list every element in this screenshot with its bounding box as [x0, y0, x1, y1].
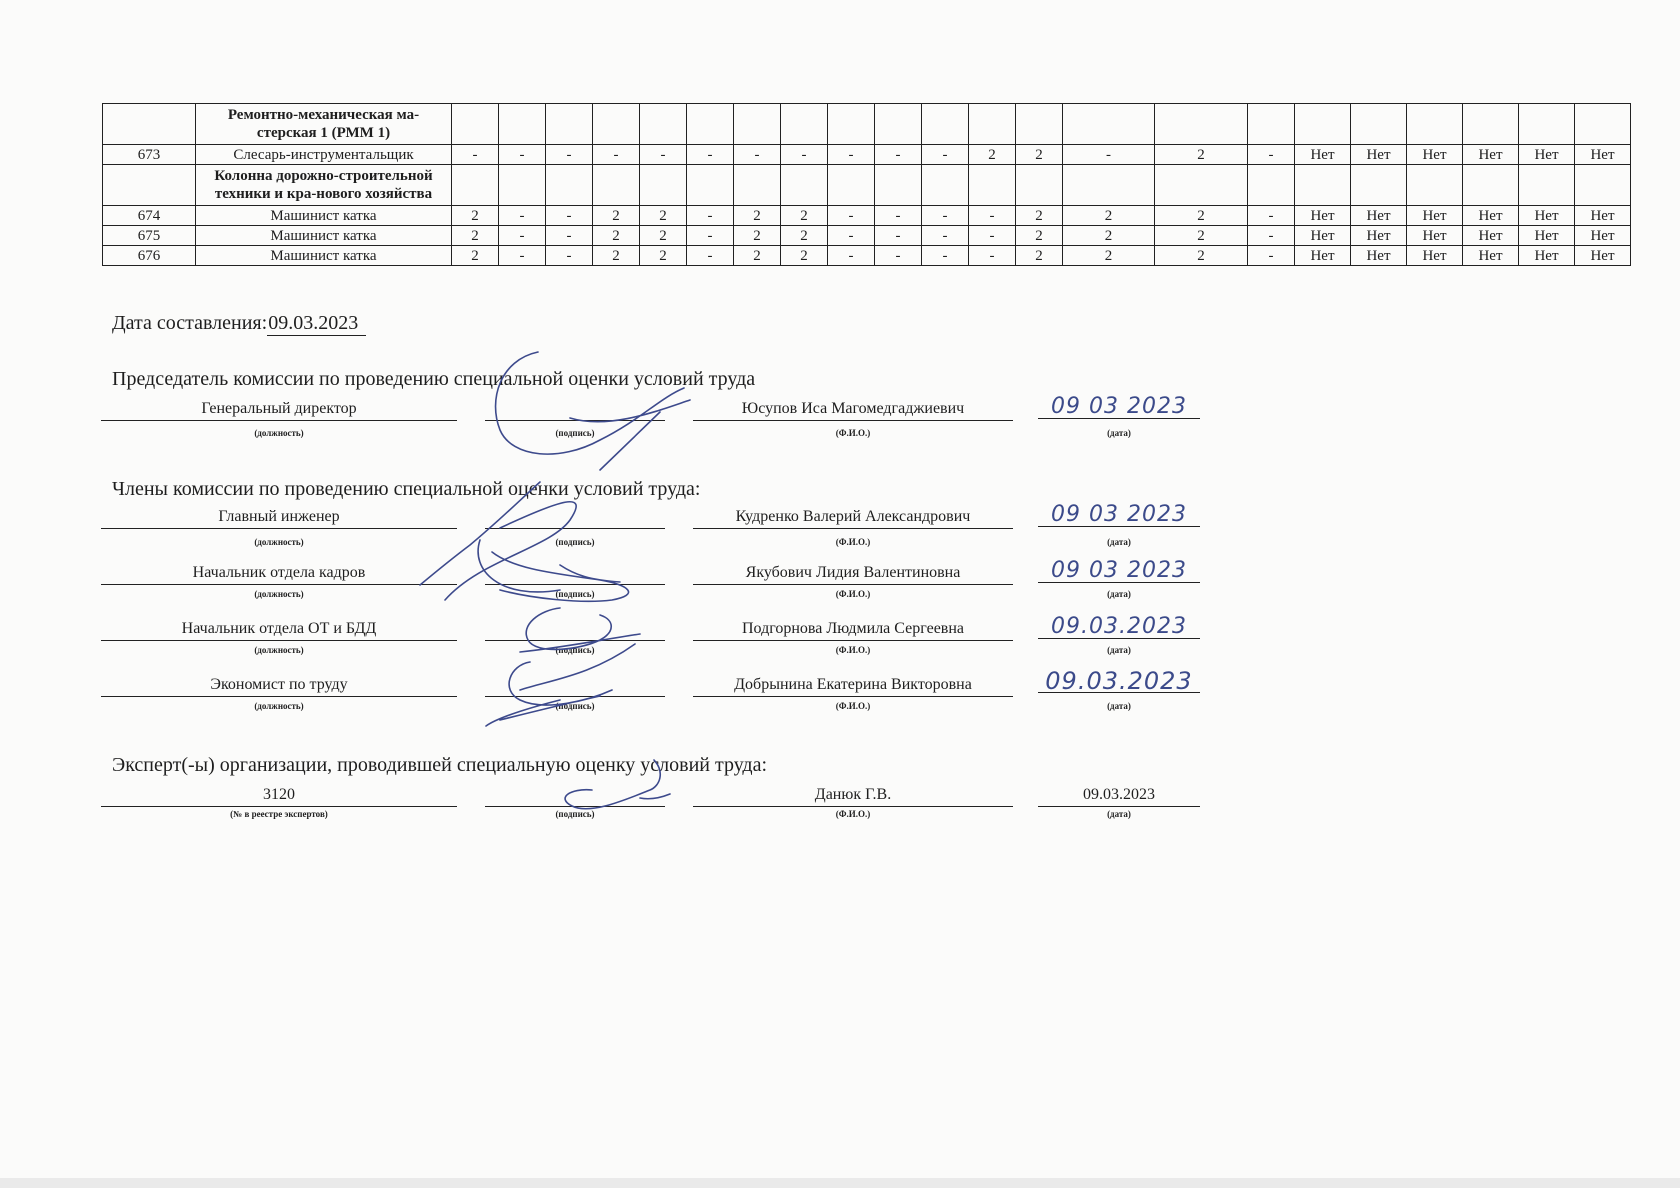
flag-cell: Нет	[1519, 206, 1575, 226]
class-value-cell: -	[922, 246, 969, 266]
member-2-date: 09 03 2023	[1038, 560, 1200, 583]
flag-cell: Нет	[1463, 145, 1519, 165]
class-value-cell: -	[687, 145, 734, 165]
empty-cell	[1519, 165, 1575, 206]
empty-cell	[969, 165, 1016, 206]
class-value-cell: 2	[593, 226, 640, 246]
empty-cell	[734, 104, 781, 145]
class-value-cell: -	[1063, 145, 1155, 165]
empty-cell	[1016, 104, 1063, 145]
chairman-position: Генеральный директор	[101, 398, 457, 421]
class-value-cell: 2	[452, 246, 499, 266]
class-value-cell: 2	[1016, 145, 1063, 165]
empty-cell	[1295, 104, 1351, 145]
class-value-cell: -	[687, 246, 734, 266]
member-4-name-caption: (Ф.И.О.)	[835, 701, 871, 711]
department-row	[103, 104, 1631, 145]
department-name: Ремонтно-механическая ма-стерская 1 (РММ 1)	[196, 104, 452, 145]
member-1-name: Кудренко Валерий Александрович	[693, 506, 1013, 529]
member-4-signature-caption: (подпись)	[555, 701, 595, 711]
class-value-cell: -	[922, 226, 969, 246]
table-row	[103, 206, 1631, 226]
class-value-cell: 2	[640, 226, 687, 246]
empty-cell	[1248, 165, 1295, 206]
flag-cell: Нет	[1351, 206, 1407, 226]
empty-cell	[1351, 104, 1407, 145]
flag-cell: Нет	[1295, 226, 1351, 246]
class-value-cell: -	[875, 206, 922, 226]
class-value-cell: 2	[1016, 246, 1063, 266]
class-value-cell: -	[546, 246, 593, 266]
empty-cell	[593, 165, 640, 206]
member-1-date: 09 03 2023	[1038, 504, 1200, 527]
class-value-cell: 2	[593, 246, 640, 266]
compilation-date	[112, 312, 366, 336]
class-value-cell: 2	[1063, 206, 1155, 226]
empty-cell	[687, 104, 734, 145]
empty-cell	[828, 165, 875, 206]
flag-cell: Нет	[1575, 246, 1631, 266]
flag-cell: Нет	[1463, 226, 1519, 246]
class-value-cell: -	[499, 226, 546, 246]
member-4-name: Добрынина Екатерина Викторовна	[693, 674, 1013, 697]
class-value-cell: 2	[1155, 246, 1248, 266]
class-value-cell: -	[593, 145, 640, 165]
class-value-cell: -	[922, 145, 969, 165]
class-value-cell: 2	[640, 246, 687, 266]
chairman-signature-line	[485, 398, 665, 421]
class-value-cell: 2	[1063, 246, 1155, 266]
member-2-signature-caption: (подпись)	[555, 589, 595, 599]
flag-cell: Нет	[1407, 206, 1463, 226]
flag-cell: Нет	[1351, 226, 1407, 246]
member-4-position-caption: (должность)	[254, 701, 304, 711]
empty-cell	[546, 165, 593, 206]
member-4-date-caption: (дата)	[1107, 701, 1131, 711]
expert-section-title: Эксперт(-ы) организации, проводившей специальную оценку условий труда:	[112, 754, 768, 776]
row-number-cell	[103, 104, 196, 145]
class-value-cell: -	[687, 226, 734, 246]
position-cell: Машинист катка	[196, 206, 452, 226]
row-number-cell: 674	[103, 206, 196, 226]
member-3-position: Начальник отдела ОТ и БДД	[101, 618, 457, 641]
position-cell: Машинист катка	[196, 226, 452, 246]
class-value-cell: 2	[734, 226, 781, 246]
expert-registry-caption: (№ в реестре экспертов)	[230, 809, 328, 819]
class-value-cell: -	[828, 246, 875, 266]
class-value-cell: 2	[969, 145, 1016, 165]
empty-cell	[499, 165, 546, 206]
empty-cell	[875, 165, 922, 206]
class-value-cell: -	[969, 206, 1016, 226]
member-3-position-caption: (должность)	[254, 645, 304, 655]
class-value-cell: 2	[1155, 145, 1248, 165]
class-value-cell: 2	[1063, 226, 1155, 246]
member-2-date-caption: (дата)	[1107, 589, 1131, 599]
flag-cell: Нет	[1575, 206, 1631, 226]
table-row	[103, 246, 1631, 266]
class-value-cell: 2	[452, 226, 499, 246]
class-value-cell: -	[499, 206, 546, 226]
class-value-cell: 2	[593, 206, 640, 226]
member-4-signature-line	[485, 674, 665, 697]
chairman-section-title: Председатель комиссии по проведению специальной оценки условий труда	[112, 368, 756, 390]
member-4-position: Экономист по труду	[101, 674, 457, 697]
class-value-cell: -	[828, 226, 875, 246]
member-3-signature-caption: (подпись)	[555, 645, 595, 655]
flag-cell: Нет	[1519, 226, 1575, 246]
member-1-signature-caption: (подпись)	[555, 537, 595, 547]
member-1-position: Главный инженер	[101, 506, 457, 529]
empty-cell	[828, 104, 875, 145]
empty-cell	[875, 104, 922, 145]
class-value-cell: -	[546, 206, 593, 226]
chairman-position-caption: (должность)	[254, 428, 304, 438]
sout-results-table	[102, 103, 1631, 266]
class-value-cell: -	[1248, 206, 1295, 226]
empty-cell	[781, 165, 828, 206]
class-value-cell: 2	[640, 206, 687, 226]
position-cell: Слесарь-инструментальщик	[196, 145, 452, 165]
table-row	[103, 226, 1631, 246]
class-value-cell: 2	[781, 206, 828, 226]
empty-cell	[640, 104, 687, 145]
members-section-title: Члены комиссии по проведению специальной оценки условий труда:	[112, 478, 701, 500]
flag-cell: Нет	[1295, 206, 1351, 226]
member-4-date: 09.03.2023	[1038, 670, 1200, 693]
department-name: Колонна дорожно-строительной техники и кра-нового хозяйства	[196, 165, 452, 206]
empty-cell	[593, 104, 640, 145]
department-row	[103, 165, 1631, 206]
flag-cell: Нет	[1575, 145, 1631, 165]
member-3-name-caption: (Ф.И.О.)	[835, 645, 871, 655]
chairman-signature-caption: (подпись)	[555, 428, 595, 438]
empty-cell	[1351, 165, 1407, 206]
member-3-name: Подгорнова Людмила Сергеевна	[693, 618, 1013, 641]
class-value-cell: -	[499, 145, 546, 165]
empty-cell	[922, 104, 969, 145]
class-value-cell: -	[546, 145, 593, 165]
chairman-name: Юсупов Иса Магомедгаджиевич	[693, 398, 1013, 421]
class-value-cell: -	[546, 226, 593, 246]
class-value-cell: -	[499, 246, 546, 266]
class-value-cell: -	[969, 246, 1016, 266]
empty-cell	[922, 165, 969, 206]
member-3-signature-line	[485, 618, 665, 641]
class-value-cell: -	[1248, 246, 1295, 266]
flag-cell: Нет	[1407, 246, 1463, 266]
empty-cell	[499, 104, 546, 145]
member-1-name-caption: (Ф.И.О.)	[835, 537, 871, 547]
empty-cell	[1155, 165, 1248, 206]
class-value-cell: 2	[781, 246, 828, 266]
class-value-cell: 2	[452, 206, 499, 226]
expert-name-caption: (Ф.И.О.)	[835, 809, 871, 819]
class-value-cell: -	[640, 145, 687, 165]
class-value-cell: -	[734, 145, 781, 165]
empty-cell	[1295, 165, 1351, 206]
empty-cell	[1519, 104, 1575, 145]
flag-cell: Нет	[1463, 246, 1519, 266]
class-value-cell: -	[452, 145, 499, 165]
chairman-date-caption: (дата)	[1107, 428, 1131, 438]
empty-cell	[452, 104, 499, 145]
expert-date-caption: (дата)	[1107, 809, 1131, 819]
empty-cell	[1407, 165, 1463, 206]
empty-cell	[546, 104, 593, 145]
member-3-date: 09.03.2023	[1038, 616, 1200, 639]
member-1-date-caption: (дата)	[1107, 537, 1131, 547]
empty-cell	[1155, 104, 1248, 145]
empty-cell	[734, 165, 781, 206]
empty-cell	[781, 104, 828, 145]
class-value-cell: 2	[1016, 206, 1063, 226]
compilation-date-label: Дата составления:	[112, 312, 268, 334]
chairman-date: 09 03 2023	[1038, 396, 1200, 419]
empty-cell	[1463, 104, 1519, 145]
class-value-cell: -	[1248, 145, 1295, 165]
flag-cell: Нет	[1575, 226, 1631, 246]
empty-cell	[1016, 165, 1063, 206]
table-body	[103, 104, 1631, 266]
class-value-cell: 2	[781, 226, 828, 246]
class-value-cell: -	[922, 206, 969, 226]
row-number-cell: 675	[103, 226, 196, 246]
row-number-cell: 673	[103, 145, 196, 165]
member-1-position-caption: (должность)	[254, 537, 304, 547]
empty-cell	[969, 104, 1016, 145]
empty-cell	[1575, 165, 1631, 206]
compilation-date-value: 09.03.2023	[267, 312, 366, 336]
member-2-name: Якубович Лидия Валентиновна	[693, 562, 1013, 585]
row-number-cell	[103, 165, 196, 206]
empty-cell	[1575, 104, 1631, 145]
flag-cell: Нет	[1407, 226, 1463, 246]
position-cell: Машинист катка	[196, 246, 452, 266]
member-2-signature-line	[485, 562, 665, 585]
expert-date: 09.03.2023	[1038, 784, 1200, 807]
expert-name: Данюк Г.В.	[693, 784, 1013, 807]
scan-bottom-edge	[0, 1178, 1680, 1188]
empty-cell	[1063, 104, 1155, 145]
class-value-cell: 2	[1155, 206, 1248, 226]
class-value-cell: -	[1248, 226, 1295, 246]
class-value-cell: 2	[1155, 226, 1248, 246]
empty-cell	[687, 165, 734, 206]
member-1-signature-line	[485, 506, 665, 529]
flag-cell: Нет	[1351, 145, 1407, 165]
class-value-cell: 2	[734, 206, 781, 226]
empty-cell	[1248, 104, 1295, 145]
class-value-cell: -	[969, 226, 1016, 246]
flag-cell: Нет	[1351, 246, 1407, 266]
class-value-cell: -	[875, 145, 922, 165]
member-2-position: Начальник отдела кадров	[101, 562, 457, 585]
flag-cell: Нет	[1519, 145, 1575, 165]
flag-cell: Нет	[1407, 145, 1463, 165]
expert-registry-number: 3120	[101, 784, 457, 807]
member-3-date-caption: (дата)	[1107, 645, 1131, 655]
empty-cell	[1063, 165, 1155, 206]
class-value-cell: -	[828, 206, 875, 226]
flag-cell: Нет	[1463, 206, 1519, 226]
empty-cell	[452, 165, 499, 206]
expert-signature-caption: (подпись)	[555, 809, 595, 819]
expert-signature-line	[485, 784, 665, 807]
flag-cell: Нет	[1519, 246, 1575, 266]
empty-cell	[1407, 104, 1463, 145]
member-2-position-caption: (должность)	[254, 589, 304, 599]
flag-cell: Нет	[1295, 246, 1351, 266]
class-value-cell: -	[687, 206, 734, 226]
member-2-name-caption: (Ф.И.О.)	[835, 589, 871, 599]
class-value-cell: 2	[734, 246, 781, 266]
row-number-cell: 676	[103, 246, 196, 266]
class-value-cell: -	[875, 226, 922, 246]
empty-cell	[640, 165, 687, 206]
class-value-cell: 2	[1016, 226, 1063, 246]
chairman-name-caption: (Ф.И.О.)	[835, 428, 871, 438]
empty-cell	[1463, 165, 1519, 206]
class-value-cell: -	[828, 145, 875, 165]
class-value-cell: -	[781, 145, 828, 165]
table-row	[103, 145, 1631, 165]
flag-cell: Нет	[1295, 145, 1351, 165]
class-value-cell: -	[875, 246, 922, 266]
